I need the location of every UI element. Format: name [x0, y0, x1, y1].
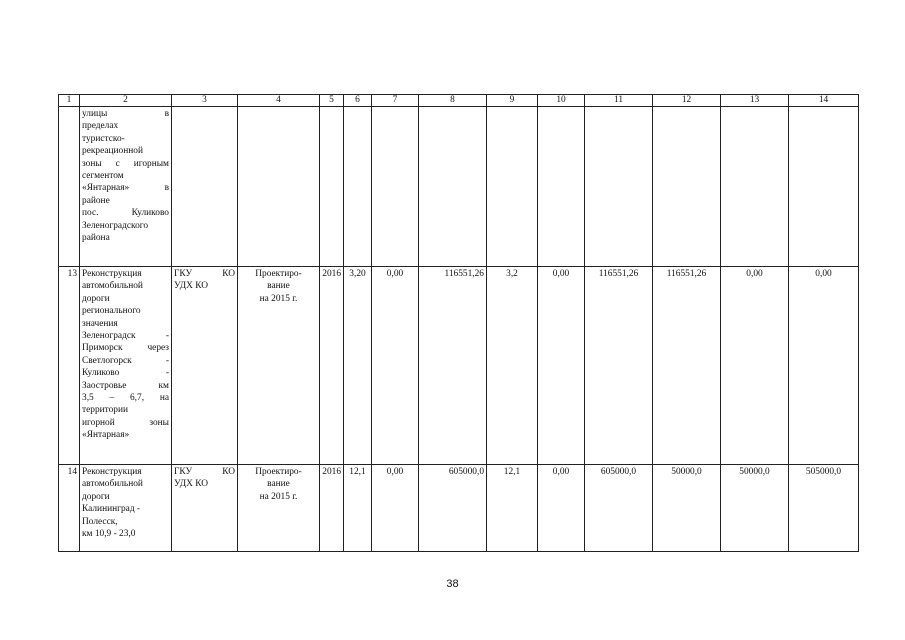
description-line: Полесск,: [82, 516, 118, 527]
value-cell: 505000,0: [789, 465, 859, 552]
description-line: Куликово -: [82, 368, 169, 379]
value-cell: 0,00: [538, 267, 585, 465]
agency-line: ГКУ КО: [174, 269, 235, 279]
row-number-cell: 14: [59, 465, 80, 552]
table-body: [59, 107, 859, 552]
agency-cell: [172, 107, 238, 267]
description-line: 3,5 – 6,7, на: [82, 393, 169, 404]
column-header: 7: [372, 95, 419, 107]
description-line: автомобильной: [82, 281, 143, 292]
column-header: 9: [487, 95, 538, 107]
description-line: игорной зоны: [82, 417, 169, 428]
value-cell: 605000,0: [585, 465, 653, 552]
description-line: Приморск через: [82, 343, 169, 354]
description-line: Реконструкция: [82, 467, 142, 477]
column-header: 4: [238, 95, 320, 107]
description-line: км 10,9 - 23,0: [82, 529, 136, 540]
description-line: сегментом: [82, 171, 124, 182]
value-cell: 12,1: [344, 465, 372, 552]
value-cell: 0,00: [721, 267, 789, 465]
description-line: регионального: [82, 306, 141, 317]
description-line: улицы в: [82, 109, 169, 119]
description-line: Зеленоградского: [82, 220, 149, 231]
column-header: 5: [320, 95, 344, 107]
value-cell: 605000,0: [419, 465, 487, 552]
column-header: 12: [653, 95, 721, 107]
value-cell: [653, 107, 721, 267]
description-cell: [80, 465, 172, 552]
description-line: рекреационной: [82, 146, 143, 157]
column-header: 10: [538, 95, 585, 107]
table-header-row: [59, 95, 859, 107]
value-cell: 0,00: [372, 465, 419, 552]
value-cell: 116551,26: [419, 267, 487, 465]
description-line: Зеленоградск -: [82, 331, 169, 342]
description-line: Калининград -: [82, 504, 141, 515]
column-header: 6: [344, 95, 372, 107]
value-cell: [344, 107, 372, 267]
value-cell: 0,00: [538, 465, 585, 552]
value-cell: 3,2: [487, 267, 538, 465]
stage-line: вание: [267, 479, 290, 490]
row-number-cell: [59, 107, 80, 267]
value-cell: [538, 107, 585, 267]
description-line: Заостровье км: [82, 380, 169, 391]
value-cell: [372, 107, 419, 267]
value-cell: 12,1: [487, 465, 538, 552]
description-line: пределах: [82, 121, 119, 132]
column-header: 8: [419, 95, 487, 107]
agency-line: УДХ КО: [174, 479, 208, 490]
value-cell: 50000,0: [653, 465, 721, 552]
column-header: 3: [172, 95, 238, 107]
document-table: [58, 94, 859, 552]
description-line: «Янтарная» в: [82, 183, 169, 194]
column-header: 14: [789, 95, 859, 107]
description-line: района: [82, 233, 110, 244]
description-line: туристско-: [82, 133, 125, 144]
description-line: автомобильной: [82, 479, 143, 490]
row-number-cell: 13: [59, 267, 80, 465]
agency-cell: [172, 267, 238, 465]
agency-line: ГКУ КО: [174, 467, 235, 477]
agency-line: УДХ КО: [174, 281, 208, 292]
stage-cell: [238, 107, 320, 267]
value-cell: 50000,0: [721, 465, 789, 552]
value-cell: [419, 107, 487, 267]
agency-cell: [172, 465, 238, 552]
description-line: зоны с игорным: [82, 158, 169, 169]
column-header: 11: [585, 95, 653, 107]
stage-line: Проектиро-: [255, 269, 302, 279]
value-cell: 3,20: [344, 267, 372, 465]
value-cell: [789, 107, 859, 267]
stage-line: на 2015 г.: [259, 491, 298, 502]
column-header: 1: [59, 95, 80, 107]
value-cell: [487, 107, 538, 267]
page-number: 38: [446, 578, 459, 590]
year-cell: 2016: [320, 465, 344, 552]
value-cell: 0,00: [372, 267, 419, 465]
value-cell: 0,00: [789, 267, 859, 465]
stage-line: вание: [267, 281, 290, 292]
value-cell: [585, 107, 653, 267]
table-row: [59, 107, 859, 267]
table-row: [59, 267, 859, 465]
description-line: пос. Куликово: [82, 208, 169, 219]
stage-line: Проектиро-: [255, 467, 302, 477]
column-header: 13: [721, 95, 789, 107]
description-cell: [80, 267, 172, 465]
description-line: Светлогорск -: [82, 355, 169, 366]
value-cell: 116551,26: [653, 267, 721, 465]
description-cell: [80, 107, 172, 267]
description-line: районе: [82, 195, 110, 206]
description-line: дороги: [82, 491, 110, 502]
description-line: территории: [82, 405, 129, 416]
description-line: «Янтарная»: [82, 430, 130, 441]
stage-cell: [238, 267, 320, 465]
value-cell: [721, 107, 789, 267]
year-cell: [320, 107, 344, 267]
column-header: 2: [80, 95, 172, 107]
value-cell: 116551,26: [585, 267, 653, 465]
table-row: [59, 465, 859, 552]
stage-cell: [238, 465, 320, 552]
stage-line: на 2015 г.: [259, 293, 298, 304]
description-line: значения: [82, 318, 118, 329]
year-cell: 2016: [320, 267, 344, 465]
description-line: Реконструкция: [82, 269, 142, 279]
description-line: дороги: [82, 293, 110, 304]
